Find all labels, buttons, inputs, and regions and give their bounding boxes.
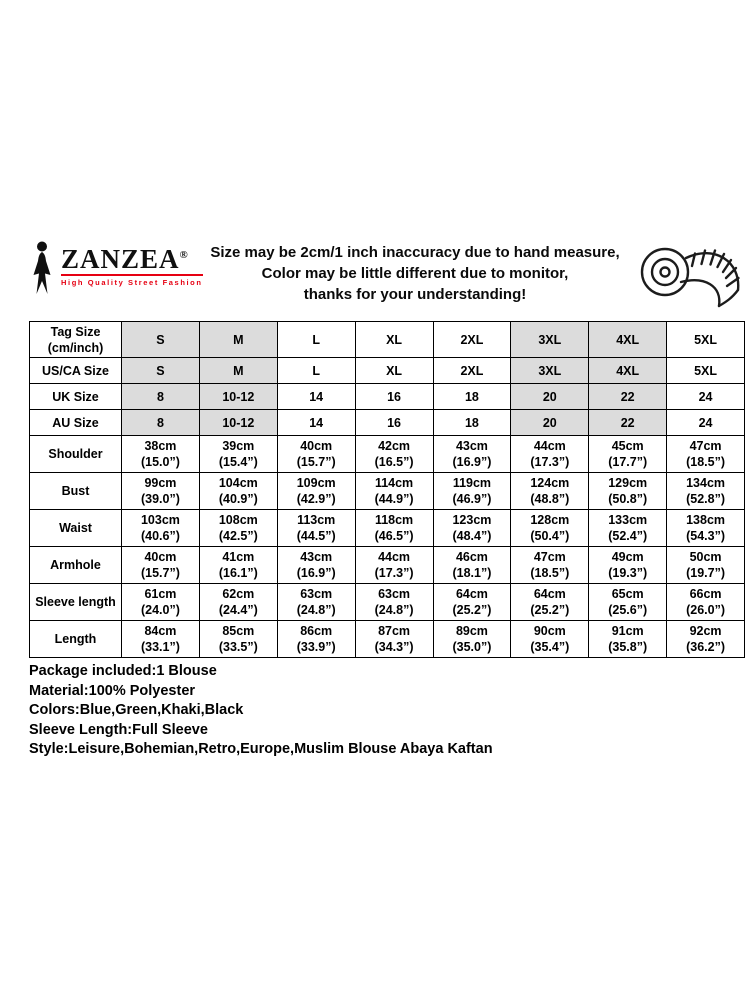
row-label-cell: Bust xyxy=(30,473,122,510)
content xyxy=(29,238,745,760)
size-value-cell: 10-12 xyxy=(199,410,277,436)
size-value-cell: 2XL xyxy=(433,322,511,358)
size-value-cell: 123cm (48.4”) xyxy=(433,510,511,547)
size-table-row xyxy=(30,547,745,584)
size-table-row xyxy=(30,322,745,358)
product-info xyxy=(29,662,745,760)
size-value-cell: 103cm (40.6”) xyxy=(122,510,200,547)
size-table-body xyxy=(30,322,745,658)
header xyxy=(29,238,745,314)
size-value-cell: 14 xyxy=(277,384,355,410)
size-value-cell: 2XL xyxy=(433,358,511,384)
size-table-row xyxy=(30,510,745,547)
size-table-row xyxy=(30,584,745,621)
measuring-tape-icon xyxy=(627,238,745,314)
size-value-cell: 18 xyxy=(433,410,511,436)
size-value-cell: 22 xyxy=(589,410,667,436)
size-value-cell: L xyxy=(277,322,355,358)
size-value-cell: 118cm (46.5”) xyxy=(355,510,433,547)
size-value-cell: 47cm (18.5”) xyxy=(511,547,589,584)
size-value-cell: 113cm (44.5”) xyxy=(277,510,355,547)
size-value-cell: 138cm (54.3”) xyxy=(667,510,745,547)
size-value-cell: 39cm (15.4”) xyxy=(199,436,277,473)
size-value-cell: M xyxy=(199,358,277,384)
size-table-row xyxy=(30,410,745,436)
size-value-cell: 18 xyxy=(433,384,511,410)
size-value-cell: 85cm (33.5”) xyxy=(199,621,277,658)
size-value-cell: 5XL xyxy=(667,358,745,384)
brand-tagline: High Quality Street Fashion xyxy=(61,278,203,287)
size-value-cell: 61cm (24.0”) xyxy=(122,584,200,621)
size-value-cell: 124cm (48.8”) xyxy=(511,473,589,510)
size-value-cell: M xyxy=(199,322,277,358)
size-value-cell: 24 xyxy=(667,410,745,436)
size-table xyxy=(29,321,745,658)
size-value-cell: 65cm (25.6”) xyxy=(589,584,667,621)
size-value-cell: 63cm (24.8”) xyxy=(355,584,433,621)
size-value-cell: 24 xyxy=(667,384,745,410)
logo-text xyxy=(61,241,203,287)
row-label-cell: Armhole xyxy=(30,547,122,584)
row-label-cell: AU Size xyxy=(30,410,122,436)
product-info-line: Sleeve Length:Full Sleeve xyxy=(29,721,208,738)
size-value-cell: 87cm (34.3”) xyxy=(355,621,433,658)
size-table-row xyxy=(30,436,745,473)
size-value-cell: 92cm (36.2”) xyxy=(667,621,745,658)
product-info-line: Package included:1 Blouse xyxy=(29,663,217,679)
size-value-cell: XL xyxy=(355,322,433,358)
size-value-cell: 46cm (18.1”) xyxy=(433,547,511,584)
size-value-cell: 49cm (19.3”) xyxy=(589,547,667,584)
size-value-cell: 104cm (40.9”) xyxy=(199,473,277,510)
disclaimer-line: Color may be little different due to monitor, xyxy=(261,265,569,282)
row-label-cell: Shoulder xyxy=(30,436,122,473)
size-value-cell: 43cm (16.9”) xyxy=(433,436,511,473)
size-value-cell: 133cm (52.4”) xyxy=(589,510,667,547)
registered-mark: ® xyxy=(179,249,189,261)
size-value-cell: 38cm (15.0”) xyxy=(122,436,200,473)
size-value-cell: 3XL xyxy=(511,358,589,384)
product-info-line: Style:Leisure,Bohemian,Retro,Europe,Muslim Blouse Abaya Kaftan xyxy=(29,741,493,757)
row-label-cell: UK Size xyxy=(30,384,122,410)
size-value-cell: 108cm (42.5”) xyxy=(199,510,277,547)
size-value-cell: 4XL xyxy=(589,322,667,358)
size-value-cell: 91cm (35.8”) xyxy=(589,621,667,658)
product-info-line: Colors:Blue,Green,Khaki,Black xyxy=(29,702,244,718)
size-table-row xyxy=(30,473,745,510)
size-value-cell: 8 xyxy=(122,410,200,436)
size-table-row xyxy=(30,358,745,384)
size-value-cell: 10-12 xyxy=(199,384,277,410)
size-value-cell: 43cm (16.9”) xyxy=(277,547,355,584)
size-value-cell: 63cm (24.8”) xyxy=(277,584,355,621)
row-label-cell: Length xyxy=(30,621,122,658)
size-value-cell: 64cm (25.2”) xyxy=(433,584,511,621)
zanzea-logo xyxy=(29,238,207,297)
size-value-cell: 62cm (24.4”) xyxy=(199,584,277,621)
size-value-cell: 5XL xyxy=(667,322,745,358)
size-value-cell: 20 xyxy=(511,410,589,436)
size-value-cell: 47cm (18.5”) xyxy=(667,436,745,473)
size-value-cell: 114cm (44.9”) xyxy=(355,473,433,510)
size-value-cell: 99cm (39.0”) xyxy=(122,473,200,510)
woman-silhouette-icon xyxy=(29,241,55,297)
size-value-cell: S xyxy=(122,358,200,384)
size-value-cell: 44cm (17.3”) xyxy=(355,547,433,584)
size-value-cell: 119cm (46.9”) xyxy=(433,473,511,510)
size-value-cell: 129cm (50.8”) xyxy=(589,473,667,510)
size-value-cell: 16 xyxy=(355,384,433,410)
size-value-cell: 8 xyxy=(122,384,200,410)
size-value-cell: 66cm (26.0”) xyxy=(667,584,745,621)
size-value-cell: XL xyxy=(355,358,433,384)
disclaimer-line: Size may be 2cm/1 inch inaccuracy due to hand measure, xyxy=(210,244,620,261)
size-value-cell: 4XL xyxy=(589,358,667,384)
size-table-row xyxy=(30,384,745,410)
row-label-cell: Sleeve length xyxy=(30,584,122,621)
size-value-cell: 42cm (16.5”) xyxy=(355,436,433,473)
size-value-cell: 41cm (16.1”) xyxy=(199,547,277,584)
logo-red-rule xyxy=(61,274,203,276)
size-value-cell: 64cm (25.2”) xyxy=(511,584,589,621)
size-value-cell: 3XL xyxy=(511,322,589,358)
size-value-cell: 89cm (35.0”) xyxy=(433,621,511,658)
size-value-cell: 40cm (15.7”) xyxy=(277,436,355,473)
size-value-cell: 16 xyxy=(355,410,433,436)
disclaimer xyxy=(207,238,623,305)
disclaimer-line: thanks for your understanding! xyxy=(303,286,527,303)
size-value-cell: 90cm (35.4”) xyxy=(511,621,589,658)
size-value-cell: 109cm (42.9”) xyxy=(277,473,355,510)
row-label-cell: Tag Size (cm/inch) xyxy=(30,322,122,358)
size-value-cell: 84cm (33.1”) xyxy=(122,621,200,658)
size-value-cell: 14 xyxy=(277,410,355,436)
brand-name: ZANZEA® xyxy=(61,244,189,274)
size-value-cell: 20 xyxy=(511,384,589,410)
size-value-cell: 86cm (33.9”) xyxy=(277,621,355,658)
size-value-cell: L xyxy=(277,358,355,384)
size-value-cell: 22 xyxy=(589,384,667,410)
size-value-cell: 50cm (19.7”) xyxy=(667,547,745,584)
size-value-cell: S xyxy=(122,322,200,358)
tape-block xyxy=(623,238,745,314)
row-label-cell: US/CA Size xyxy=(30,358,122,384)
size-value-cell: 44cm (17.3”) xyxy=(511,436,589,473)
row-label-cell: Waist xyxy=(30,510,122,547)
size-table-row xyxy=(30,621,745,658)
product-info-line: Material:100% Polyester xyxy=(29,682,196,699)
size-value-cell: 128cm (50.4”) xyxy=(511,510,589,547)
size-value-cell: 45cm (17.7”) xyxy=(589,436,667,473)
size-value-cell: 40cm (15.7”) xyxy=(122,547,200,584)
size-value-cell: 134cm (52.8”) xyxy=(667,473,745,510)
